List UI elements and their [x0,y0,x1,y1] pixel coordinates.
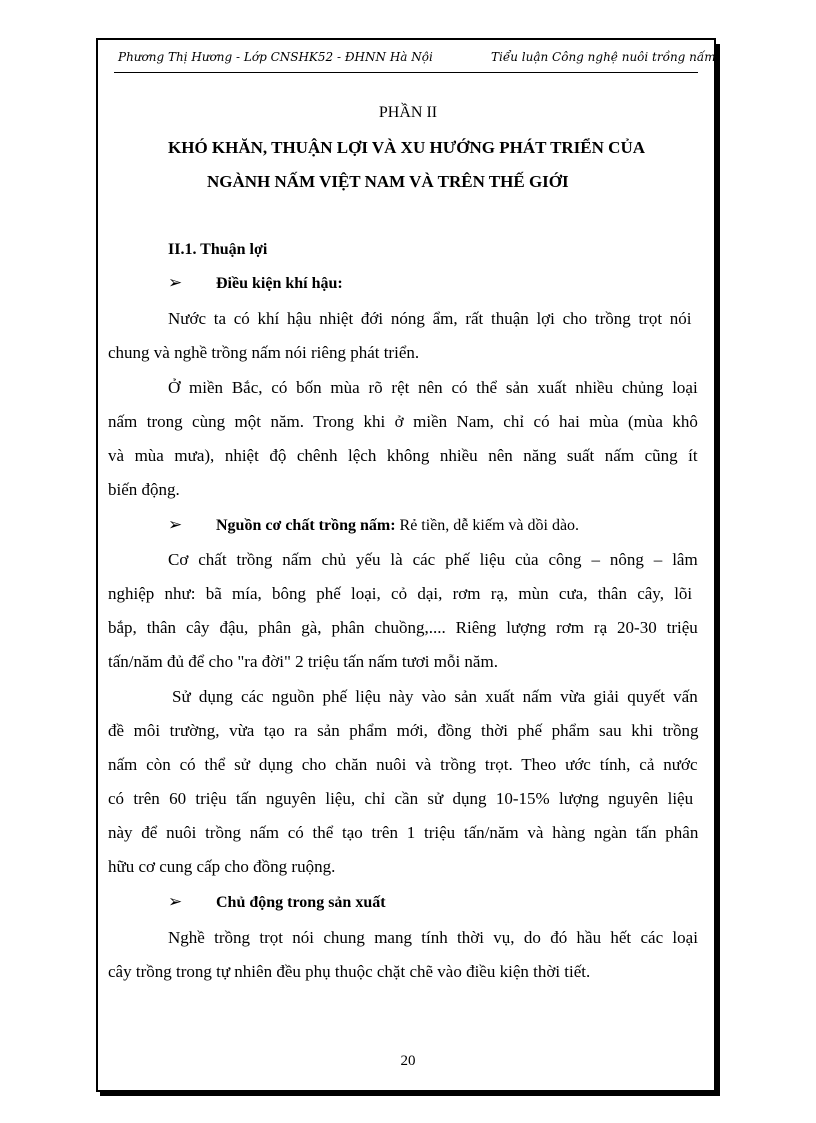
paragraph-line: này để nuôi trồng nấm có thể tạo trên 1 triệu tấn/năm và hàng ngàn tấn phân [108,823,699,842]
paragraph-line: Nghề trồng trọt nói chung mang tính thời vụ, do đó hầu hết các loại [168,928,698,947]
paragraph-line: đề môi trường, vừa tạo ra sản phẩm mới, đồng thời phế phẩm sau khi trồng [108,721,699,740]
paragraph-line: Sử dụng các nguồn phế liệu này vào sản xuất nấm vừa giải quyết vấn [172,687,698,706]
paragraph-line: tấn/năm đủ để cho "ra đời" 2 triệu tấn nấm tươi mỗi năm. [108,652,498,671]
arrow-bullet-icon: ➢ [168,515,183,534]
bullet-substrate [168,515,579,535]
bullet-climate-label: Điều kiện khí hậu: [216,275,343,292]
paragraph-line: chung và nghề trồng nấm nói riêng phát triển. [108,343,420,362]
bullet-proactive [168,892,386,912]
page-number: 20 [400,1053,416,1069]
paragraph-line: nấm còn có thể sử dụng cho chăn nuôi và trồng trọt. Theo ước tính, cả nước [108,755,698,774]
header-doc-title: Tiểu luận Công nghệ nuôi trồng nấm [491,50,716,64]
header-author: Phương Thị Hương - Lớp CNSHK52 - ĐHNN Hà Nội [118,50,433,64]
paragraph-line: nấm trong cùng một năm. Trong khi ở miền Nam, chỉ có hai mùa (mùa khô [108,412,698,431]
section-heading: II.1. Thuận lợi [168,241,268,258]
paragraph-line: hữu cơ cung cấp cho đồng ruộng. [108,857,336,876]
bullet-climate [168,273,343,293]
bullet-proactive-label: Chủ động trong sản xuất [216,894,386,911]
page-border-shadow-right [716,44,720,1096]
paragraph-line: Cơ chất trồng nấm chủ yếu là các phế liệu của công – nông – lâm [168,550,698,569]
paragraph-line: và mùa mưa), nhiệt độ chênh lệch không nhiều nên năng suất nấm cũng ít [108,446,698,465]
paragraph-line: Nước ta có khí hậu nhiệt đới nóng ẩm, rất thuận lợi cho trồng trọt nói [168,309,692,328]
part-heading: PHẦN II [378,104,438,121]
page-border-shadow-bottom [100,1092,720,1096]
bullet-substrate-label: Nguồn cơ chất trồng nấm: [216,517,396,534]
chapter-title-line-1: KHÓ KHĂN, THUẬN LỢI VÀ XU HƯỚNG PHÁT TRIỂN CỦA [168,138,645,157]
paragraph-line: Ở miền Bắc, có bốn mùa rõ rệt nên có thể sản xuất nhiều chủng loại [168,378,698,397]
paragraph-line: có trên 60 triệu tấn nguyên liệu, chỉ cần sử dụng 10-15% lượng nguyên liệu [108,789,694,808]
chapter-title-line-2: NGÀNH NẤM VIỆT NAM VÀ TRÊN THẾ GIỚI [207,172,569,191]
arrow-bullet-icon: ➢ [168,892,183,911]
arrow-bullet-icon: ➢ [168,273,183,292]
paragraph-line: nghiệp như: bã mía, bông phế loại, cỏ dại, rơm rạ, mùn cưa, thân cây, lõi [108,584,693,603]
header-rule [114,72,698,73]
paragraph-line: bắp, thân cây đậu, phân gà, phân chuồng,.... Riêng lượng rơm rạ 20-30 triệu [108,618,698,637]
paragraph-line: biến động. [108,480,180,499]
bullet-substrate-desc: Rẻ tiền, dễ kiếm và dồi dào. [395,517,580,534]
paragraph-line: cây trồng trong tự nhiên đều phụ thuộc chặt chẽ vào điều kiện thời tiết. [108,962,591,981]
